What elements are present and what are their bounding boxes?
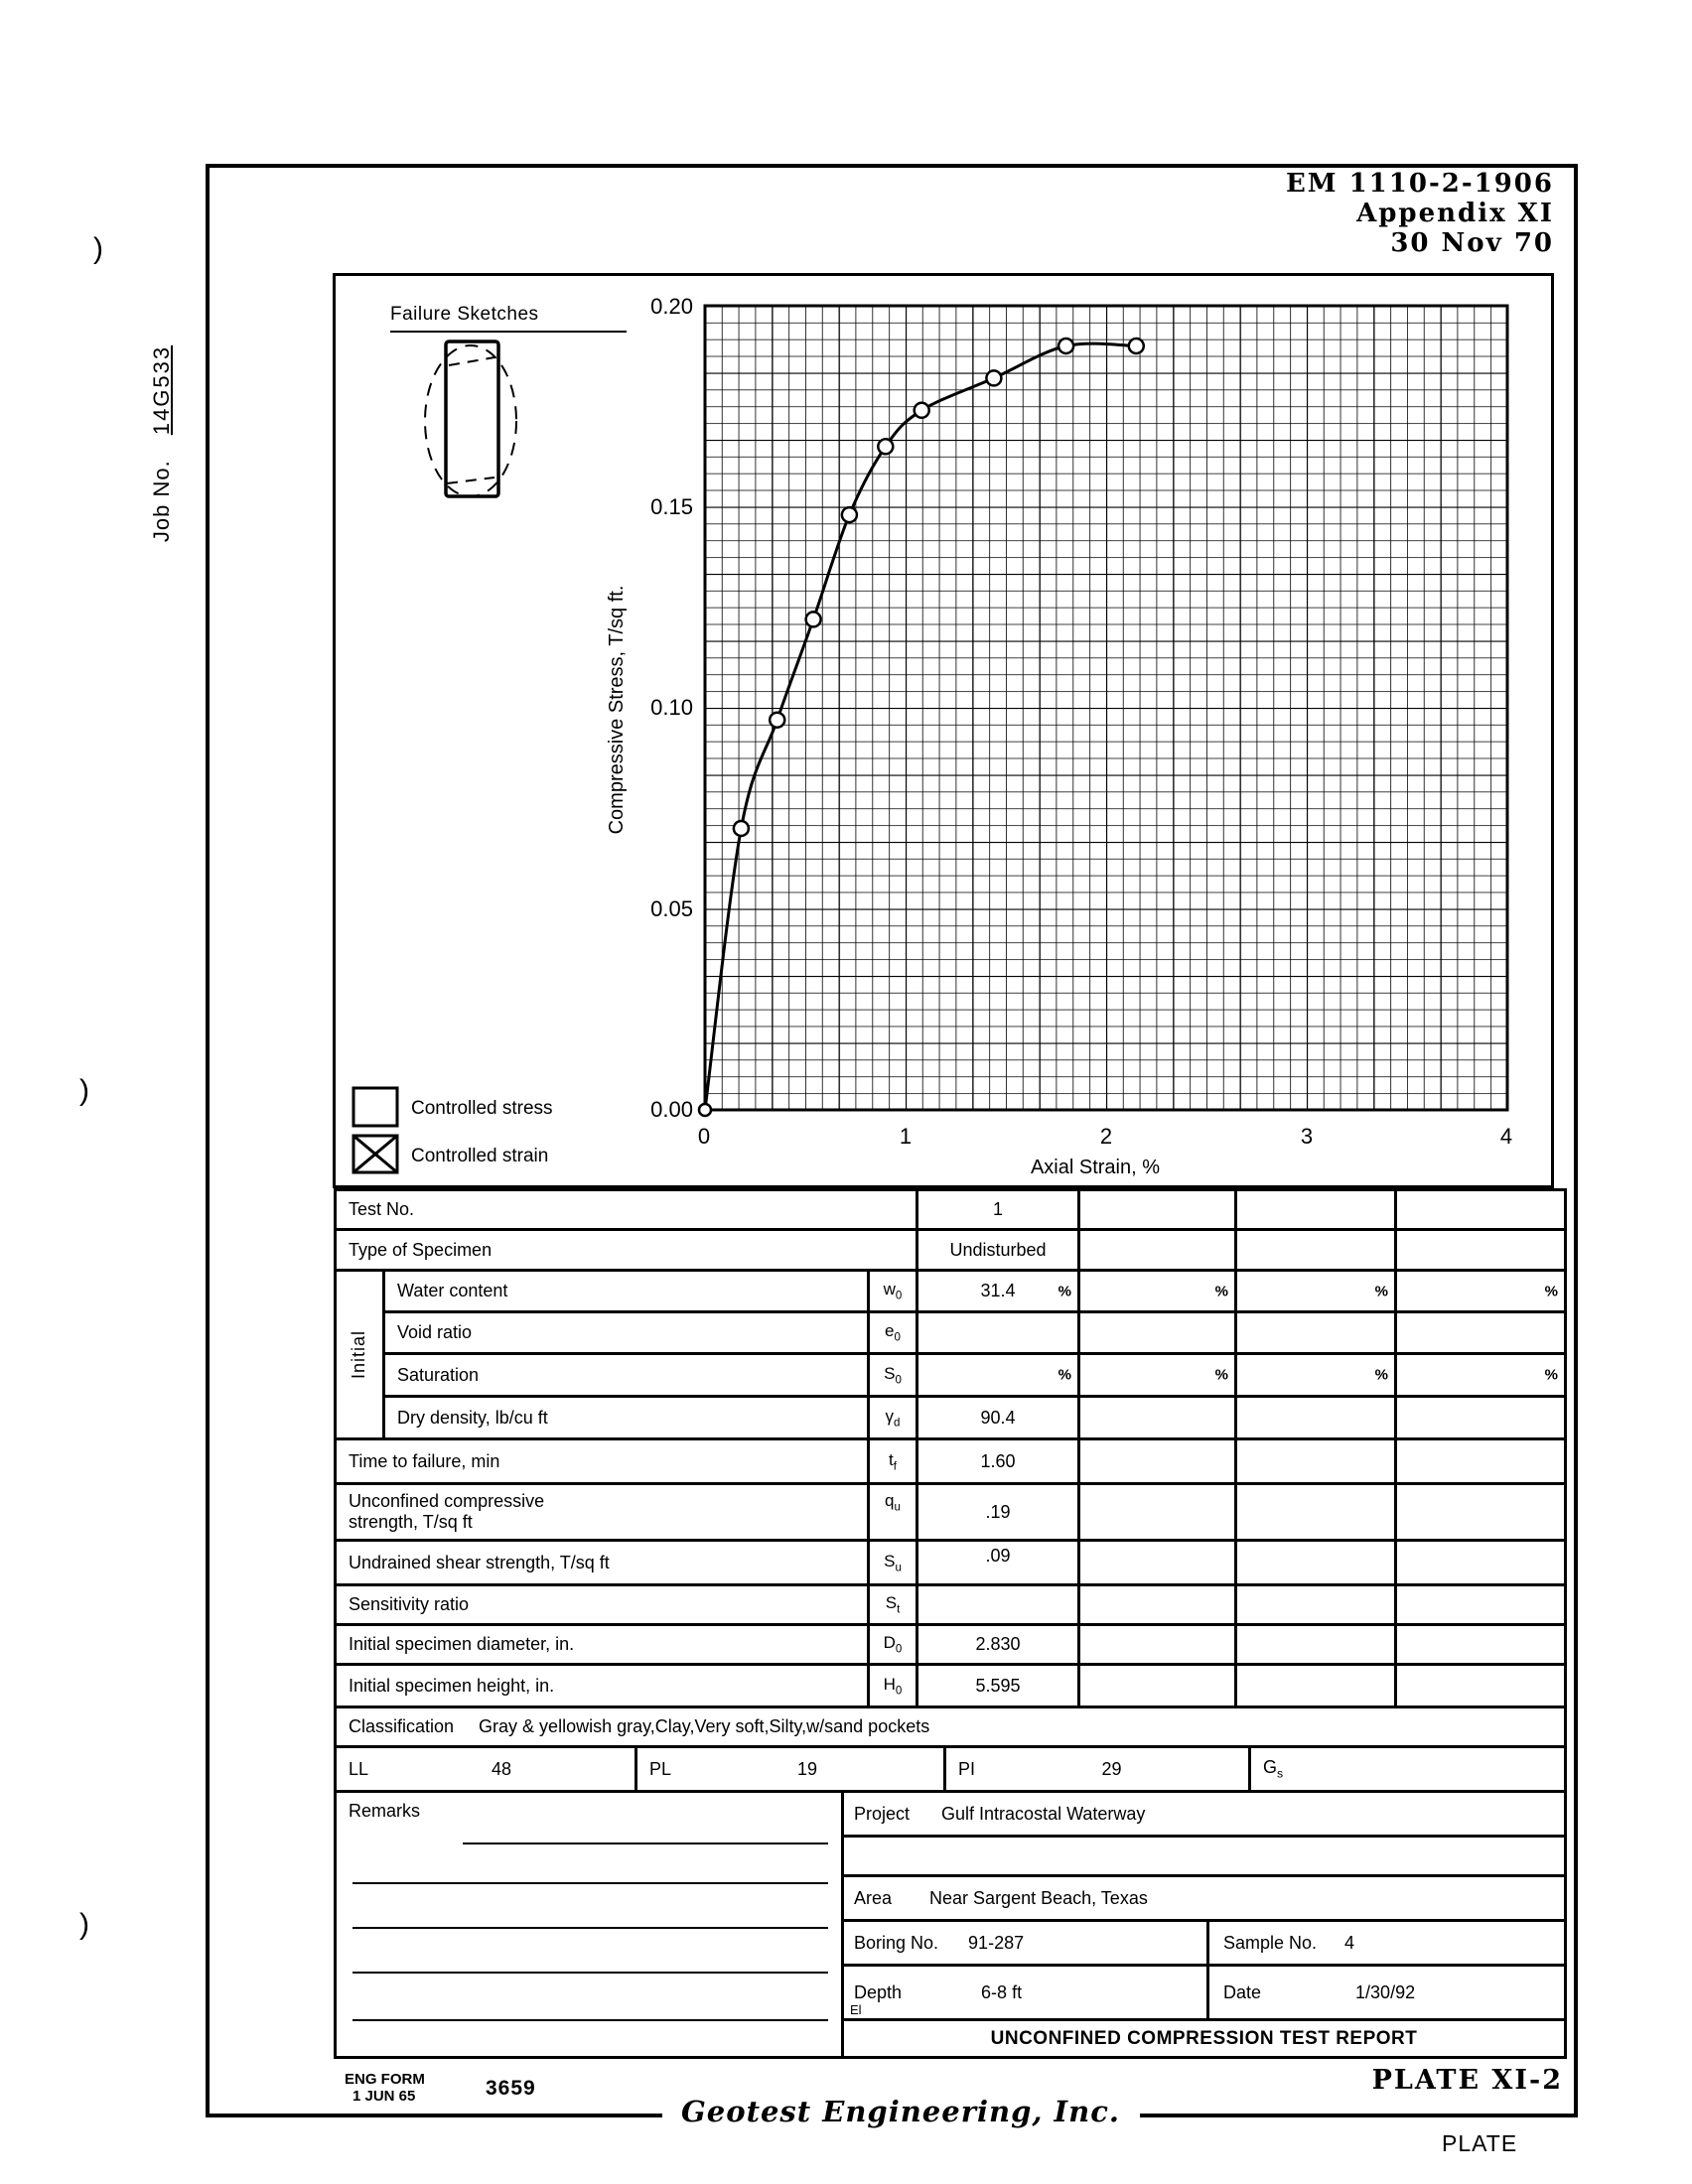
void-ratio-col2 xyxy=(1080,1313,1237,1352)
classification-cell xyxy=(337,1708,1564,1745)
legend-controlled-stress-label: Controlled stress xyxy=(411,1098,553,1119)
saturation-symbol: $S_0$ xyxy=(870,1355,918,1395)
job-number-vertical xyxy=(149,345,175,542)
row-unconfined-strength xyxy=(337,1485,1564,1542)
eng-form-date: 1 JUN 65 xyxy=(352,2088,416,2105)
saturation-col3: % xyxy=(1237,1355,1397,1395)
row-time-to-failure xyxy=(337,1440,1564,1485)
boring-cell xyxy=(844,1922,1209,1964)
document-header xyxy=(1286,169,1554,258)
height-col4 xyxy=(1397,1666,1564,1706)
undrained-strength-value: .09 xyxy=(918,1542,1080,1583)
remarks-cell xyxy=(337,1793,844,2056)
dry-density-col3 xyxy=(1237,1398,1397,1437)
specimen-height-value: 5.595 xyxy=(918,1666,1080,1706)
chart-grid xyxy=(705,306,1507,1110)
sensitivity-value xyxy=(918,1586,1080,1623)
gs-cell xyxy=(1251,1748,1564,1790)
sensitivity-col3 xyxy=(1237,1586,1397,1623)
project-info-cell xyxy=(844,1793,1564,2056)
remarks-line-4 xyxy=(352,1972,828,1974)
undrained-strength-symbol: $S_u$ xyxy=(870,1542,918,1583)
unconfined-strength-label: Unconfined compressive strength, T/sq ft xyxy=(337,1485,870,1539)
unconfined-col3 xyxy=(1237,1485,1397,1539)
x-tick-2: 2 xyxy=(1099,1124,1113,1149)
plate-word: PLATE xyxy=(1442,2130,1518,2156)
row-atterberg-limits xyxy=(337,1748,1564,1793)
undrained-col2 xyxy=(1080,1542,1237,1583)
specimen-diameter-label: Initial specimen diameter, in. xyxy=(337,1626,870,1663)
date-label: Date xyxy=(1223,1981,1262,2002)
data-point-marker xyxy=(986,370,1001,385)
depth-corner-text: El xyxy=(850,2002,862,2017)
data-point-marker xyxy=(878,439,893,454)
failure-sketch-top-dash xyxy=(449,357,494,365)
pl-value: 19 xyxy=(797,1758,818,1779)
gs-label: $G_s$ xyxy=(1263,1757,1284,1781)
saturation-col2: % xyxy=(1080,1355,1237,1395)
sample-value: 4 xyxy=(1344,1932,1355,1953)
dry-density-symbol: $\gamma_d$ xyxy=(870,1398,918,1437)
x-tick-1: 1 xyxy=(899,1124,913,1149)
remarks-label: Remarks xyxy=(349,1801,421,1821)
undrained-strength-label: Undrained shear strength, T/sq ft xyxy=(337,1542,870,1583)
pi-value: 29 xyxy=(1101,1758,1122,1779)
job-number-label: Job No. xyxy=(149,460,174,543)
data-point-marker xyxy=(699,1104,711,1116)
y-tick-015: 0.15 xyxy=(650,494,693,519)
void-ratio-col3 xyxy=(1237,1313,1397,1352)
report-title-row xyxy=(844,2021,1564,2056)
height-col3 xyxy=(1237,1666,1397,1706)
header-date: 30 Nov 70 xyxy=(1390,228,1554,258)
data-point-marker xyxy=(734,821,749,836)
eng-form-label: ENG FORM xyxy=(345,2071,425,2088)
height-col2 xyxy=(1080,1666,1237,1706)
type-of-specimen-value: Undisturbed xyxy=(918,1231,1080,1269)
row-saturation xyxy=(385,1355,1564,1398)
undrained-col3 xyxy=(1237,1542,1397,1583)
remarks-line-1 xyxy=(463,1843,828,1844)
x-tick-3: 3 xyxy=(1300,1124,1314,1149)
test-no-label: Test No. xyxy=(337,1191,918,1228)
data-point-marker xyxy=(770,713,784,728)
time-col4 xyxy=(1397,1440,1564,1482)
undrained-col4 xyxy=(1397,1542,1564,1583)
sensitivity-col2 xyxy=(1080,1586,1237,1623)
legend-controlled-strain-label: Controlled strain xyxy=(411,1146,549,1166)
diameter-col4 xyxy=(1397,1626,1564,1663)
row-water-content xyxy=(385,1272,1564,1313)
sample-label: Sample No. xyxy=(1223,1932,1318,1953)
y-tick-005: 0.05 xyxy=(650,896,693,921)
row-type-of-specimen xyxy=(337,1231,1564,1272)
classification-value: Gray & yellowish gray,Clay,Very soft,Silty,w/sand pockets xyxy=(479,1716,930,1736)
stress-strain-chart xyxy=(333,273,1554,1188)
eng-form-block xyxy=(345,2071,425,2105)
data-point-marker xyxy=(842,507,857,522)
plate-number: PLATE XI-2 xyxy=(1371,2065,1563,2096)
y-tick-020: 0.20 xyxy=(650,294,693,319)
project-row xyxy=(844,1793,1564,1838)
x-axis-label: Axial Strain, % xyxy=(1030,1157,1161,1178)
row-undrained-strength xyxy=(337,1542,1564,1586)
specimen-height-label: Initial specimen height, in. xyxy=(337,1666,870,1706)
test-no-col3 xyxy=(1237,1191,1397,1228)
time-col3 xyxy=(1237,1440,1397,1482)
remarks-line-2 xyxy=(352,1882,828,1884)
initial-properties-group xyxy=(337,1272,1564,1440)
depth-value: 6-8 ft xyxy=(981,1981,1023,2002)
row-dry-density xyxy=(385,1398,1564,1437)
unconfined-strength-symbol: $q_u$ xyxy=(870,1485,918,1539)
chart-legend-symbols xyxy=(353,1088,397,1172)
void-ratio-value xyxy=(918,1313,1080,1352)
company-name: Geotest Engineering, Inc. xyxy=(681,2095,1120,2128)
dry-density-col4 xyxy=(1397,1398,1564,1437)
unconfined-col2 xyxy=(1080,1485,1237,1539)
y-tick-010: 0.10 xyxy=(650,695,693,720)
sensitivity-label: Sensitivity ratio xyxy=(337,1586,870,1623)
saturation-col4: % xyxy=(1544,1366,1558,1384)
saturation-label: Saturation xyxy=(385,1355,870,1395)
area-label: Area xyxy=(854,1887,893,1908)
date-cell xyxy=(1209,1967,1564,2018)
margin-mark-3: ) xyxy=(79,1908,89,1941)
void-ratio-col4 xyxy=(1397,1313,1564,1352)
pi-label: PI xyxy=(958,1758,976,1779)
time-to-failure-symbol: $t_f$ xyxy=(870,1440,918,1482)
ll-cell xyxy=(337,1748,637,1790)
y-tick-000: 0.00 xyxy=(650,1097,693,1122)
failure-sketches-title: Failure Sketches xyxy=(390,304,627,333)
row-remarks-project xyxy=(337,1793,1564,2056)
header-em-number: EM 1110-2-1906 xyxy=(1285,169,1554,199)
specimen-diameter-symbol: $D_0$ xyxy=(870,1626,918,1663)
date-value: 1/30/92 xyxy=(1355,1981,1416,2002)
boring-sample-row xyxy=(844,1922,1564,1967)
water-content-col4: % xyxy=(1544,1283,1558,1299)
project-label: Project xyxy=(854,1803,911,1824)
legend-x-mark xyxy=(353,1136,397,1172)
row-classification xyxy=(337,1708,1564,1748)
depth-date-row xyxy=(844,1967,1564,2021)
legend-controlled-stress-box xyxy=(353,1088,397,1126)
failure-sketch xyxy=(425,341,516,496)
pi-cell xyxy=(946,1748,1251,1790)
area-value: Near Sargent Beach, Texas xyxy=(929,1887,1148,1908)
x-tick-0: 0 xyxy=(697,1124,711,1149)
area-row xyxy=(844,1877,1564,1922)
boring-label: Boring No. xyxy=(854,1932,939,1953)
diameter-col3 xyxy=(1237,1626,1397,1663)
remarks-line-5 xyxy=(352,2019,828,2021)
row-specimen-height xyxy=(337,1666,1564,1708)
void-ratio-symbol: $e_0$ xyxy=(870,1313,918,1352)
data-point-marker xyxy=(915,403,929,418)
x-axis-ticks xyxy=(698,1124,1512,1149)
sample-cell xyxy=(1209,1922,1564,1964)
data-point-marker xyxy=(1058,339,1073,353)
remarks-line-3 xyxy=(352,1927,828,1929)
y-axis-ticks xyxy=(650,294,693,1122)
x-tick-4: 4 xyxy=(1499,1124,1513,1149)
sensitivity-symbol: $S_t$ xyxy=(870,1586,918,1623)
ll-value: 48 xyxy=(492,1758,512,1779)
row-specimen-diameter xyxy=(337,1626,1564,1666)
margin-mark-1: ) xyxy=(93,232,103,265)
depth-cell xyxy=(844,1967,1209,2018)
classification-label: Classification xyxy=(349,1716,455,1736)
failure-sketch-deformed-outline xyxy=(425,345,516,496)
type-of-specimen-label: Type of Specimen xyxy=(337,1231,918,1269)
dry-density-label: Dry density, lb/cu ft xyxy=(385,1398,870,1437)
specimen-height-symbol: $H_0$ xyxy=(870,1666,918,1706)
type-col2 xyxy=(1080,1231,1237,1269)
project-blank-row xyxy=(844,1838,1564,1877)
data-point-marker xyxy=(806,612,821,626)
dry-density-value: 90.4 xyxy=(918,1398,1080,1437)
report-title: UNCONFINED COMPRESSION TEST REPORT xyxy=(990,2027,1418,2049)
pl-label: PL xyxy=(649,1758,672,1779)
y-axis-label: Compressive Stress, T/sq ft. xyxy=(606,585,628,835)
unconfined-strength-value: .19 xyxy=(918,1485,1080,1539)
row-test-no xyxy=(337,1191,1564,1231)
water-content-col2: % xyxy=(1080,1272,1237,1310)
void-ratio-label: Void ratio xyxy=(385,1313,870,1352)
test-no-value: 1 xyxy=(918,1191,1080,1228)
bottom-border-left-segment xyxy=(206,2114,662,2117)
specimen-diameter-value: 2.830 xyxy=(918,1626,1080,1663)
water-content-symbol: $w_0$ xyxy=(870,1272,918,1310)
saturation-value: % xyxy=(918,1355,1080,1395)
water-content-value: 31.4 % xyxy=(918,1272,1080,1310)
unconfined-col4 xyxy=(1397,1485,1564,1539)
depth-label: Depth xyxy=(854,1981,903,2002)
test-data-table xyxy=(334,1188,1567,2059)
project-value: Gulf Intracostal Waterway xyxy=(941,1803,1146,1824)
failure-sketch-bottom-dash xyxy=(447,478,494,483)
time-to-failure-value: 1.60 xyxy=(918,1440,1080,1482)
water-content-label: Water content xyxy=(385,1272,870,1310)
row-void-ratio xyxy=(385,1313,1564,1355)
initial-group-label: Initial xyxy=(337,1272,385,1437)
row-sensitivity xyxy=(337,1586,1564,1626)
job-number-value: 14G533 xyxy=(149,344,174,436)
time-to-failure-label: Time to failure, min xyxy=(337,1440,870,1482)
sensitivity-col4 xyxy=(1397,1586,1564,1623)
data-point-marker xyxy=(1129,339,1144,353)
test-no-col2 xyxy=(1080,1191,1237,1228)
eng-form-number: 3659 xyxy=(486,2077,536,2100)
test-no-col4 xyxy=(1397,1191,1564,1228)
diameter-col2 xyxy=(1080,1626,1237,1663)
margin-mark-2: ) xyxy=(79,1074,89,1107)
bottom-border-right-segment xyxy=(1140,2114,1578,2117)
boring-value: 91-287 xyxy=(968,1932,1025,1953)
time-col2 xyxy=(1080,1440,1237,1482)
dry-density-col2 xyxy=(1080,1398,1237,1437)
water-content-col3: % xyxy=(1237,1272,1397,1310)
pl-cell xyxy=(637,1748,946,1790)
type-col3 xyxy=(1237,1231,1397,1269)
type-col4 xyxy=(1397,1231,1564,1269)
header-appendix: Appendix XI xyxy=(1356,199,1554,228)
ll-label: LL xyxy=(349,1758,369,1779)
